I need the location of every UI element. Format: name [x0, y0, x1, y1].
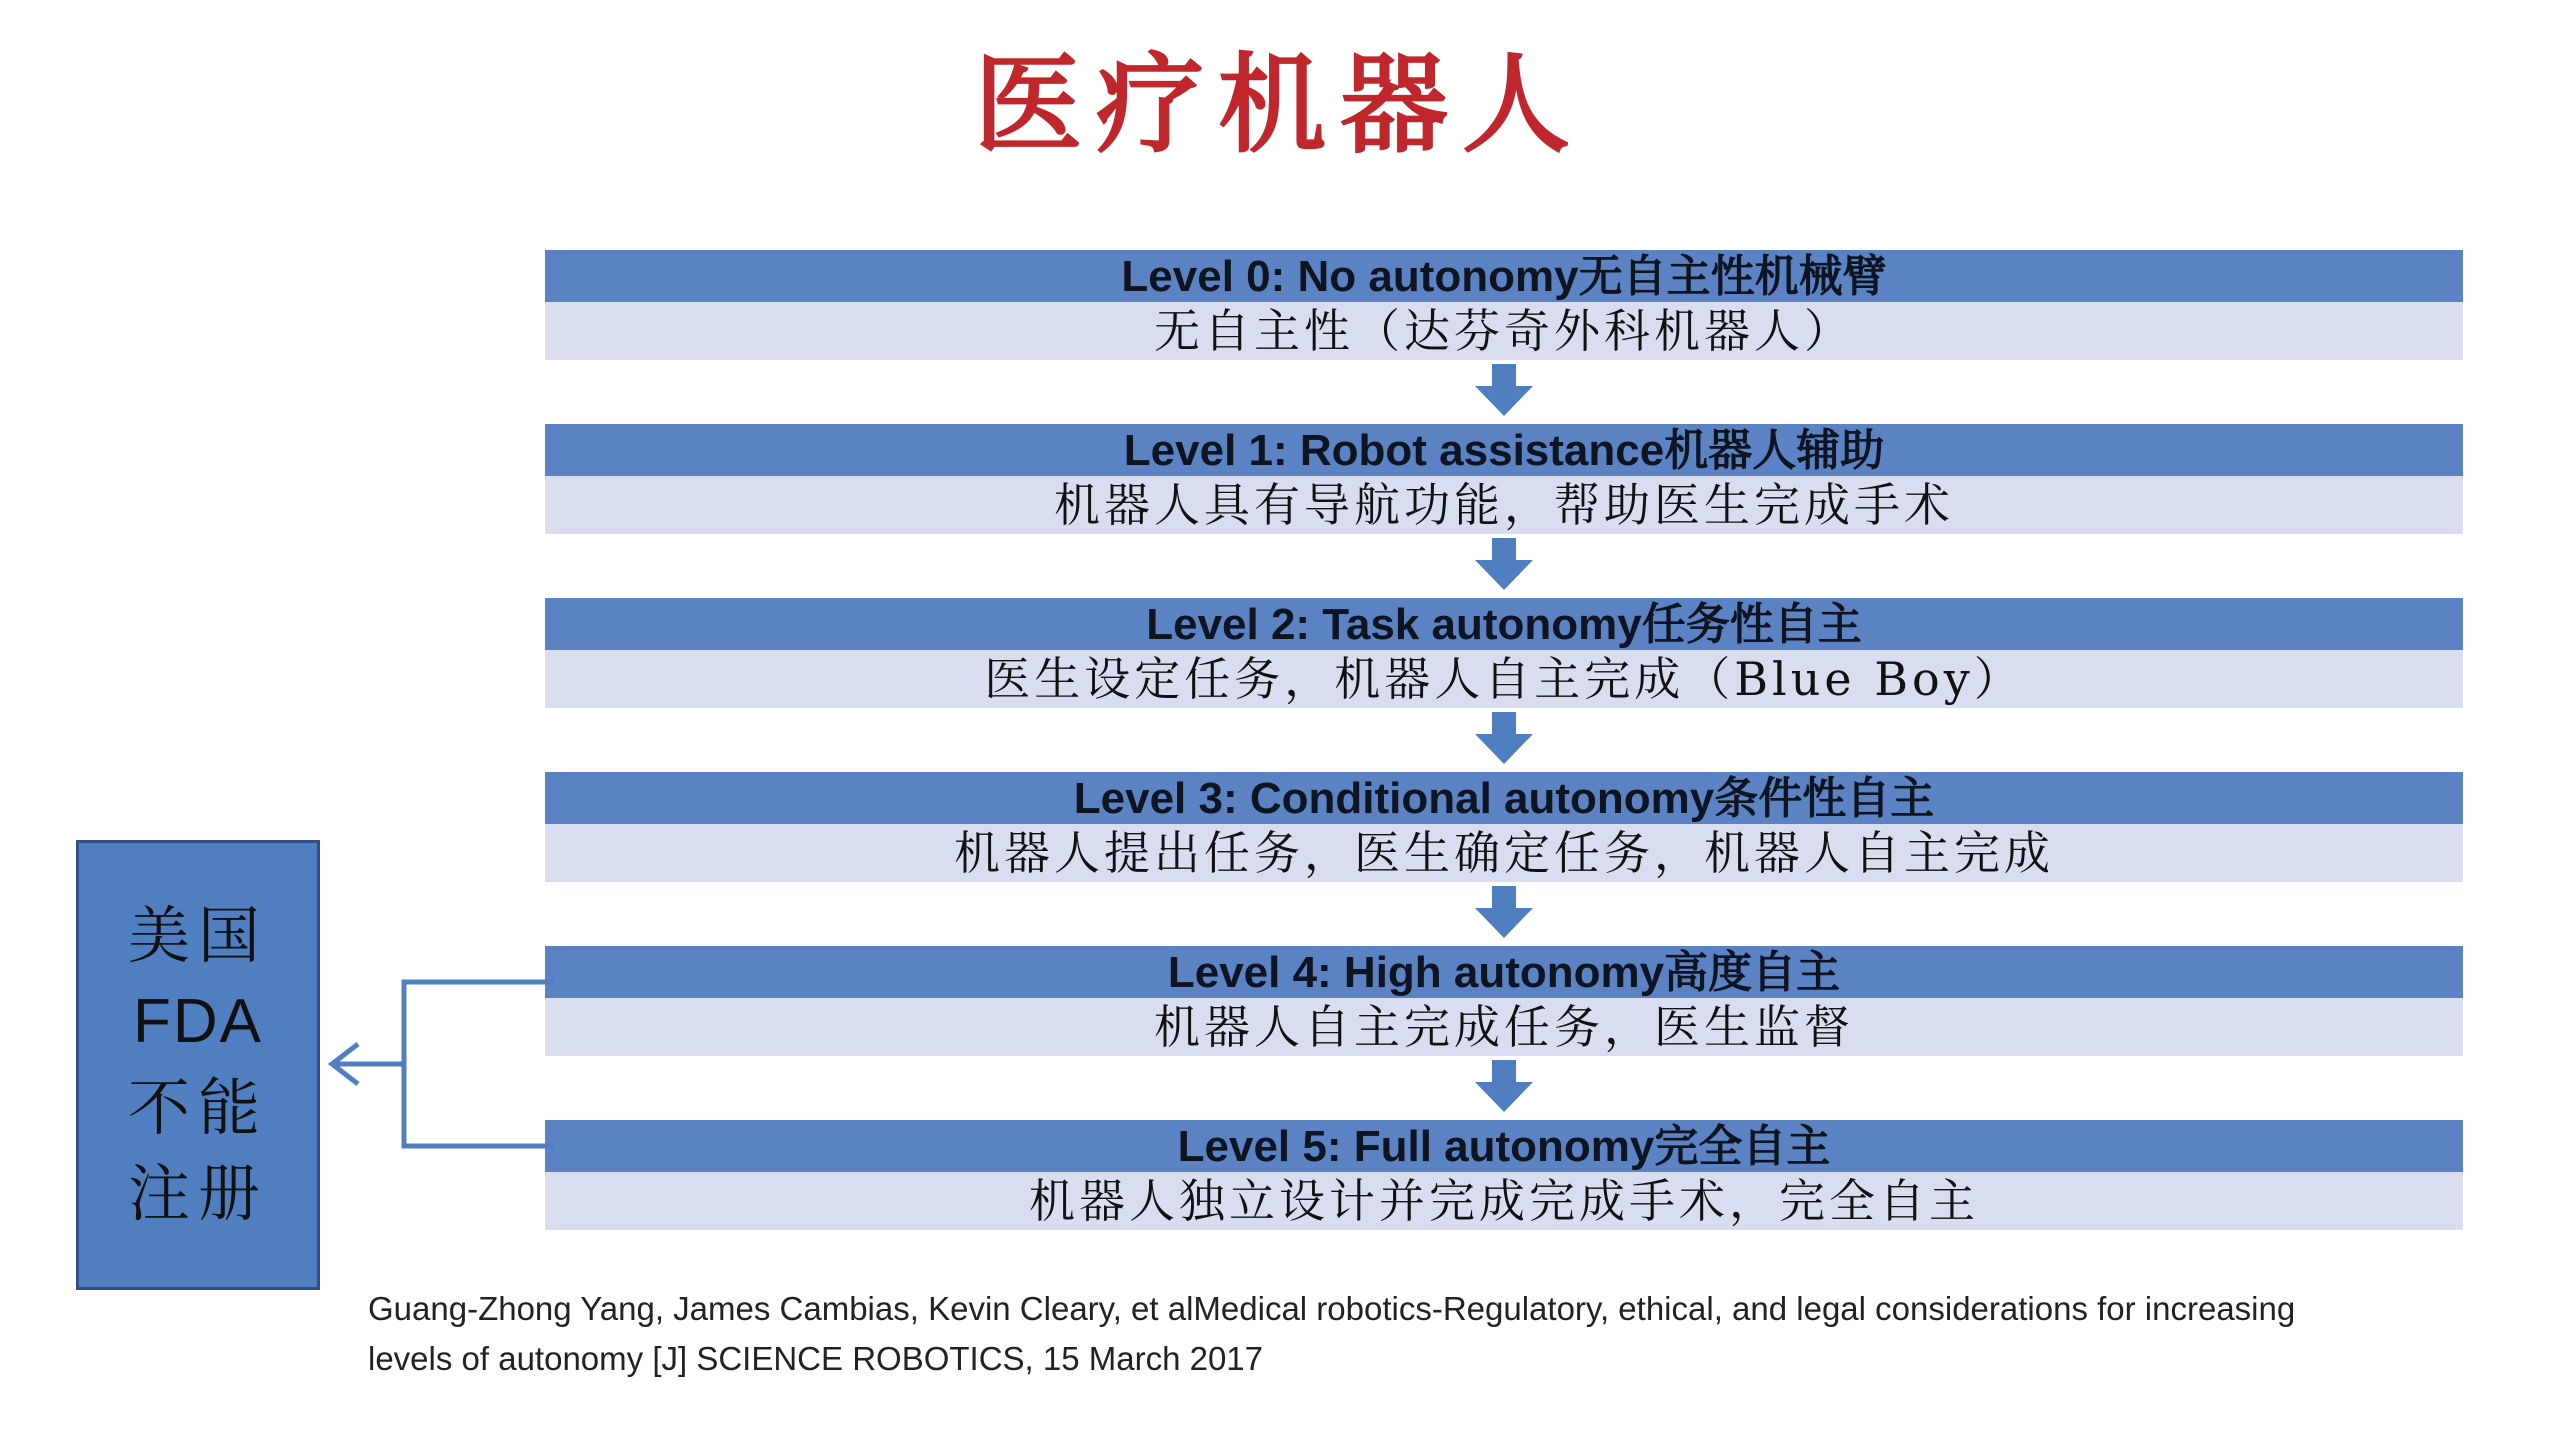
down-arrow-icon: [1475, 538, 1533, 590]
level-5-description: 机器人独立设计并完成完成手术，完全自主: [545, 1172, 2463, 1230]
fda-box-line-2: FDA: [133, 987, 263, 1056]
level-0-heading: Level 0: No autonomy无自主性机械臂: [545, 250, 2463, 302]
citation: [368, 1284, 2508, 1384]
level-2-heading: Level 2: Task autonomy任务性自主: [545, 598, 2463, 650]
level-1-block: [545, 424, 2463, 538]
fda-box-line-1: 美国: [127, 899, 268, 972]
level-1-heading: Level 1: Robot assistance机器人辅助: [545, 424, 2463, 476]
level-3-heading: Level 3: Conditional autonomy条件性自主: [545, 772, 2463, 824]
level-4-block: [545, 946, 2463, 1060]
level-4-description: 机器人自主完成任务，医生监督: [545, 998, 2463, 1056]
level-3-block: [545, 772, 2463, 886]
level-2-block: [545, 598, 2463, 712]
level-5-block: [545, 1120, 2463, 1234]
fda-box-line-4: 注册: [127, 1157, 268, 1230]
down-arrow-icon: [1475, 712, 1533, 764]
level-2-description: 医生设定任务，机器人自主完成（Blue Boy）: [545, 650, 2463, 708]
level-1-description: 机器人具有导航功能，帮助医生完成手术: [545, 476, 2463, 534]
level-0-block: [545, 250, 2463, 364]
bracket-arrow-icon: [320, 970, 560, 1170]
down-arrow-icon: [1475, 886, 1533, 938]
level-3-description: 机器人提出任务，医生确定任务，机器人自主完成: [545, 824, 2463, 882]
level-5-heading: Level 5: Full autonomy完全自主: [545, 1120, 2463, 1172]
level-4-heading: Level 4: High autonomy高度自主: [545, 946, 2463, 998]
down-arrow-icon: [1475, 364, 1533, 416]
slide-title: 医疗机器人: [973, 42, 1584, 168]
citation-line-2: levels of autonomy [J] SCIENCE ROBOTICS, 15 March 2017: [368, 1340, 1264, 1377]
citation-line-1: Guang-Zhong Yang, James Cambias, Kevin Cleary, et alMedical robotics-Regulatory, ethical, and legal considerations for increasing: [368, 1290, 2296, 1327]
level-0-description: 无自主性（达芬奇外科机器人）: [545, 302, 2463, 360]
fda-box: [76, 840, 320, 1290]
down-arrow-icon: [1475, 1060, 1533, 1112]
fda-box-line-3: 不能: [127, 1071, 268, 1144]
